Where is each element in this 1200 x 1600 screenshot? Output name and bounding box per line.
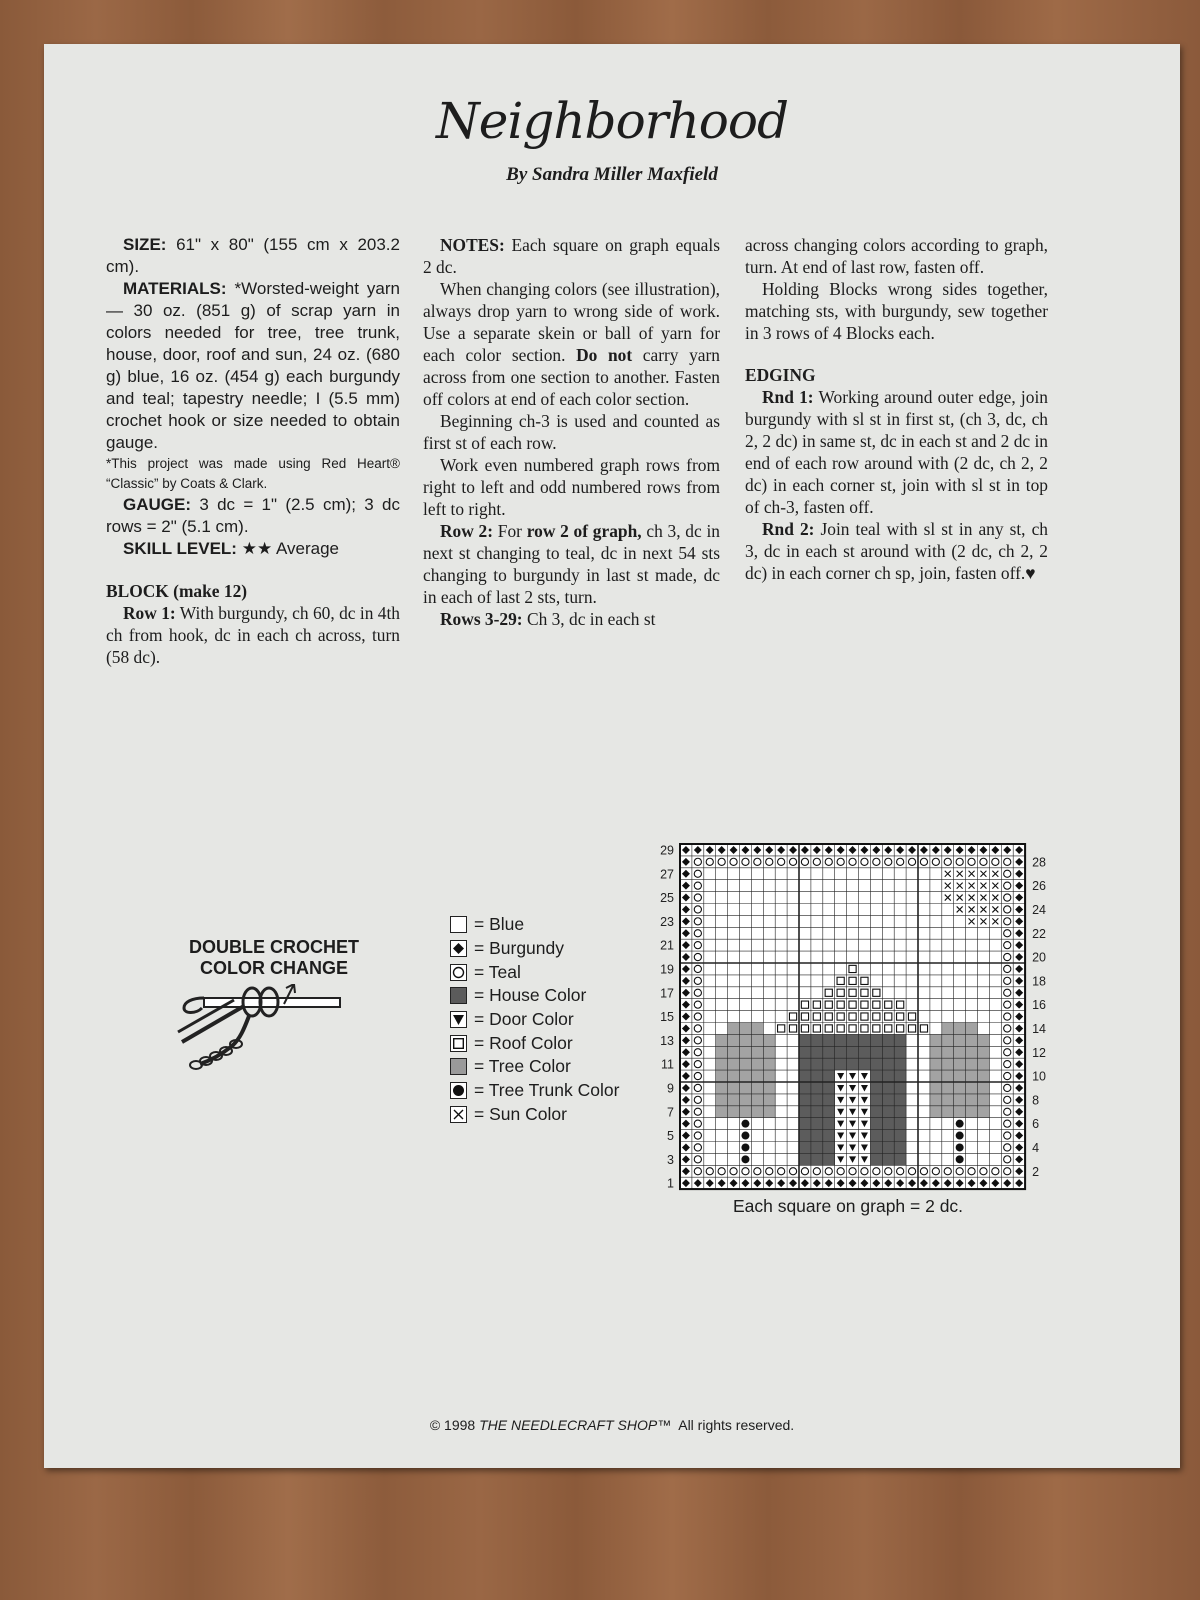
row-number-right: 4 [1032, 1140, 1040, 1155]
tree-cell [728, 1106, 740, 1118]
row-number-right: 2 [1032, 1164, 1040, 1179]
trunk-cell [956, 1120, 964, 1128]
row-number-right: 16 [1032, 998, 1047, 1013]
tree-cell [966, 1082, 978, 1094]
tree-cell [942, 1034, 954, 1046]
column-1 [106, 234, 400, 668]
row-number-left: 3 [667, 1152, 674, 1167]
tree-cell [716, 1094, 728, 1106]
house-cell [859, 1058, 871, 1070]
publisher-name: THE NEEDLECRAFT SHOP™ [479, 1417, 672, 1433]
legend-item [450, 960, 619, 984]
notes-p2-b: carry yarn across from one section to another. Fasten off colors at end of each color section. [423, 345, 720, 409]
house-cell [882, 1153, 894, 1165]
house-cell [870, 1082, 882, 1094]
row-number-right: 12 [1032, 1045, 1047, 1060]
tree-cell [751, 1034, 763, 1046]
diamond-icon [450, 940, 467, 957]
house-cell [811, 1153, 823, 1165]
row-number-right: 22 [1032, 926, 1047, 941]
tree-cell [954, 1070, 966, 1082]
row-number-right: 8 [1032, 1093, 1040, 1108]
house-cell [894, 1058, 906, 1070]
tree-cell [978, 1046, 990, 1058]
tree-cell [942, 1082, 954, 1094]
house-cell [799, 1070, 811, 1082]
tree-cell [966, 1046, 978, 1058]
down-triangle-icon [450, 1011, 467, 1028]
tree-cell [751, 1094, 763, 1106]
color-graph [634, 834, 1084, 1194]
row-number-left: 11 [661, 1057, 674, 1072]
house-cell [835, 1058, 847, 1070]
tree-cell [954, 1034, 966, 1046]
house-cell [823, 1094, 835, 1106]
tree-cell [942, 1023, 954, 1035]
dark-gray-fill-icon [450, 987, 467, 1004]
house-cell [799, 1106, 811, 1118]
trunk-cell [741, 1120, 749, 1128]
color-change-title: DOUBLE CROCHET COLOR CHANGE [189, 937, 359, 978]
notes-text: Each square on graph equals 2 dc. [423, 235, 720, 277]
row-number-right: 14 [1032, 1021, 1047, 1036]
row-number-left: 7 [667, 1105, 674, 1120]
house-cell [799, 1142, 811, 1154]
house-cell [811, 1130, 823, 1142]
house-cell [823, 1142, 835, 1154]
house-cell [882, 1094, 894, 1106]
tree-cell [751, 1046, 763, 1058]
color-legend [450, 913, 619, 1126]
row2-bold: row 2 of graph, [526, 521, 642, 541]
house-cell [894, 1153, 906, 1165]
house-cell [847, 1034, 859, 1046]
tree-cell [740, 1058, 752, 1070]
notes-label: NOTES: [440, 235, 505, 255]
row-number-left: 15 [660, 1010, 674, 1025]
tree-cell [763, 1034, 775, 1046]
rnd1-text: Working around outer edge, join burgundy with sl st in first st, (ch 3, dc, ch 2, 2 dc) in same st, dc in each st and 2 dc in end of each row around with (2 dc, ch 2, 2 dc) in each corner st, join with sl st in top of ch-3, fasten off. [745, 387, 1048, 517]
trunk-cell [956, 1143, 964, 1151]
house-cell [870, 1118, 882, 1130]
tree-cell [728, 1058, 740, 1070]
house-cell [811, 1070, 823, 1082]
house-cell [823, 1058, 835, 1070]
tree-cell [978, 1106, 990, 1118]
copyright-footer: © 1998 THE NEEDLECRAFT SHOP™ All rights reserved. [429, 1417, 795, 1433]
house-cell [799, 1034, 811, 1046]
legend-label: = Blue [474, 914, 525, 935]
house-cell [870, 1094, 882, 1106]
tree-cell [966, 1058, 978, 1070]
notes-p2-bold: Do not [576, 345, 633, 365]
house-cell [823, 1046, 835, 1058]
house-cell [870, 1070, 882, 1082]
house-cell [894, 1046, 906, 1058]
tree-cell [978, 1082, 990, 1094]
pattern-page [44, 44, 1180, 1468]
row-number-left: 27 [660, 867, 674, 882]
tree-cell [751, 1058, 763, 1070]
tree-cell [728, 1082, 740, 1094]
house-cell [882, 1118, 894, 1130]
rows329-label: Rows 3-29: [440, 609, 523, 629]
notes-p4: Work even numbered graph rows from right to left and odd numbered rows from left to right. [423, 455, 720, 519]
house-cell [870, 1142, 882, 1154]
house-cell [882, 1106, 894, 1118]
house-cell [882, 1070, 894, 1082]
tree-cell [763, 1106, 775, 1118]
house-cell [823, 1034, 835, 1046]
tree-cell [930, 1034, 942, 1046]
house-cell [823, 1118, 835, 1130]
tree-cell [728, 1094, 740, 1106]
skill-text: ★★ Average [241, 539, 339, 558]
tree-cell [930, 1094, 942, 1106]
gauge-label: GAUGE: [123, 495, 191, 514]
legend-item [450, 1079, 619, 1103]
row-number-left: 29 [660, 843, 674, 858]
house-cell [870, 1034, 882, 1046]
tree-cell [978, 1034, 990, 1046]
row-number-right: 26 [1032, 879, 1047, 894]
trunk-cell [956, 1155, 964, 1163]
tree-cell [716, 1082, 728, 1094]
row-number-left: 13 [660, 1033, 674, 1048]
house-cell [823, 1106, 835, 1118]
house-cell [835, 1046, 847, 1058]
rnd2-text: Join teal with sl st in any st, ch 3, dc in each st around with (2 dc, ch 2, 2 dc) in each corner ch sp, join, fasten off.♥ [745, 519, 1048, 583]
house-cell [799, 1118, 811, 1130]
pattern-title: Neighborhood [436, 92, 788, 150]
tree-cell [751, 1082, 763, 1094]
house-cell [823, 1153, 835, 1165]
tree-cell [942, 1094, 954, 1106]
tree-cell [966, 1106, 978, 1118]
tree-cell [728, 1046, 740, 1058]
house-cell [811, 1142, 823, 1154]
house-cell [870, 1153, 882, 1165]
house-cell [894, 1118, 906, 1130]
row-number-right: 24 [1032, 902, 1047, 917]
tree-cell [954, 1106, 966, 1118]
block-heading: BLOCK (make 12) [106, 581, 248, 601]
rnd2-label: Rnd 2: [762, 519, 815, 539]
tree-cell [954, 1023, 966, 1035]
row-number-right: 28 [1032, 855, 1047, 870]
tree-cell [942, 1058, 954, 1070]
house-cell [870, 1058, 882, 1070]
row2-a: For [497, 521, 522, 541]
house-cell [882, 1046, 894, 1058]
house-cell [811, 1106, 823, 1118]
house-cell [894, 1070, 906, 1082]
tree-cell [763, 1070, 775, 1082]
legend-item [450, 1008, 619, 1032]
tree-cell [716, 1058, 728, 1070]
house-cell [870, 1106, 882, 1118]
row-number-left: 9 [667, 1081, 674, 1096]
house-cell [811, 1082, 823, 1094]
house-cell [882, 1082, 894, 1094]
legend-item [450, 937, 619, 961]
tree-cell [942, 1046, 954, 1058]
trunk-cell [741, 1132, 749, 1140]
row-number-left: 23 [660, 914, 674, 929]
edging-heading: EDGING [745, 365, 816, 385]
house-cell [823, 1130, 835, 1142]
house-cell [847, 1046, 859, 1058]
house-cell [870, 1046, 882, 1058]
row-number-left: 25 [660, 891, 674, 906]
tree-cell [716, 1034, 728, 1046]
row-number-left: 17 [660, 986, 674, 1001]
empty-square-icon [450, 916, 467, 933]
size-label: SIZE: [123, 235, 167, 254]
row-number-left: 21 [660, 938, 674, 953]
house-cell [811, 1034, 823, 1046]
tree-cell [751, 1106, 763, 1118]
tree-cell [966, 1023, 978, 1035]
tree-cell [740, 1094, 752, 1106]
row-number-left: 1 [667, 1176, 674, 1191]
trunk-cell [741, 1143, 749, 1151]
row-number-right: 20 [1032, 950, 1047, 965]
tree-cell [716, 1106, 728, 1118]
house-cell [835, 1034, 847, 1046]
size-text: 61" x 80" (155 cm x 203.2 cm). [106, 235, 400, 276]
house-cell [894, 1034, 906, 1046]
tree-cell [978, 1094, 990, 1106]
yarn-footnote: *This project was made using Red Heart® “Classic” by Coats & Clark. [106, 456, 400, 491]
tree-cell [954, 1058, 966, 1070]
house-cell [859, 1034, 871, 1046]
tree-cell [978, 1058, 990, 1070]
legend-item [450, 1031, 619, 1055]
house-cell [823, 1070, 835, 1082]
tree-cell [930, 1046, 942, 1058]
house-cell [799, 1082, 811, 1094]
legend-item [450, 1103, 619, 1127]
row2-label: Row 2: [440, 521, 494, 541]
notes-p3: Beginning ch-3 is used and counted as first st of each row. [423, 411, 720, 453]
house-cell [799, 1130, 811, 1142]
tree-cell [978, 1070, 990, 1082]
legend-label: = Burgundy [474, 938, 564, 959]
trunk-cell [741, 1155, 749, 1163]
tree-cell [942, 1070, 954, 1082]
house-cell [811, 1058, 823, 1070]
tree-cell [740, 1034, 752, 1046]
tree-cell [954, 1094, 966, 1106]
rnd1-label: Rnd 1: [762, 387, 814, 407]
tree-cell [763, 1094, 775, 1106]
legend-label: = Tree Color [474, 1056, 571, 1077]
house-cell [894, 1106, 906, 1118]
tree-cell [966, 1070, 978, 1082]
legend-label: = Sun Color [474, 1103, 567, 1124]
house-cell [799, 1094, 811, 1106]
tree-cell [728, 1070, 740, 1082]
house-cell [847, 1058, 859, 1070]
crochet-hook-illustration [174, 984, 354, 1084]
house-cell [811, 1094, 823, 1106]
house-cell [894, 1082, 906, 1094]
col3-p2: Holding Blocks wrong sides together, matching sts, with burgundy, sew together in 3 rows of 4 Blocks each. [745, 279, 1048, 343]
materials-label: MATERIALS: [123, 279, 227, 298]
tree-cell [954, 1046, 966, 1058]
row1-text: With burgundy, ch 60, dc in 4th ch from hook, dc in each ch across, turn (58 dc). [106, 603, 400, 667]
house-cell [894, 1142, 906, 1154]
house-cell [894, 1094, 906, 1106]
legend-item [450, 1055, 619, 1079]
row1-label: Row 1: [123, 603, 176, 623]
house-cell [799, 1058, 811, 1070]
house-cell [882, 1130, 894, 1142]
gray-fill-icon [450, 1058, 467, 1075]
house-cell [859, 1046, 871, 1058]
house-cell [799, 1153, 811, 1165]
tree-cell [930, 1070, 942, 1082]
rows329-text: Ch 3, dc in each st [526, 609, 656, 629]
house-cell [894, 1130, 906, 1142]
filled-circle-icon [450, 1082, 467, 1099]
notes-p2-a: When changing colors (see illustration), always drop yarn to wrong side of work. Use a separate skein or ball of yarn for each color section. [423, 279, 720, 365]
trunk-cell [956, 1132, 964, 1140]
tree-cell [740, 1070, 752, 1082]
tree-cell [740, 1106, 752, 1118]
house-cell [882, 1034, 894, 1046]
tree-cell [930, 1082, 942, 1094]
legend-label: = Tree Trunk Color [474, 1080, 620, 1101]
legend-label: = House Color [474, 985, 587, 1006]
house-cell [811, 1046, 823, 1058]
skill-label: SKILL LEVEL: [123, 539, 237, 558]
column-2 [423, 234, 720, 630]
tree-cell [942, 1106, 954, 1118]
col3-p1: across changing colors according to graph, turn. At end of last row, fasten off. [745, 235, 1048, 277]
tree-cell [954, 1082, 966, 1094]
row-number-right: 18 [1032, 974, 1047, 989]
tree-cell [740, 1082, 752, 1094]
tree-cell [751, 1023, 763, 1035]
legend-label: = Roof Color [474, 1032, 573, 1053]
tree-cell [751, 1070, 763, 1082]
house-cell [799, 1046, 811, 1058]
tree-cell [930, 1106, 942, 1118]
house-cell [882, 1142, 894, 1154]
legend-item [450, 913, 619, 937]
tree-cell [716, 1070, 728, 1082]
x-mark-icon [450, 1106, 467, 1123]
gauge-text: 3 dc = 1" (2.5 cm); 3 dc rows = 2" (5.1 cm). [106, 495, 400, 536]
tree-cell [740, 1046, 752, 1058]
tree-cell [966, 1034, 978, 1046]
circle-outline-icon [450, 964, 467, 981]
row-number-left: 5 [667, 1129, 674, 1144]
house-cell [811, 1118, 823, 1130]
square-outline-icon [450, 1035, 467, 1052]
tree-cell [966, 1094, 978, 1106]
tree-cell [930, 1058, 942, 1070]
author-byline: By Sandra Miller Maxfield [506, 164, 718, 185]
house-cell [882, 1058, 894, 1070]
graph-caption: Each square on graph = 2 dc. [732, 1196, 964, 1216]
legend-label: = Teal [474, 961, 521, 982]
house-cell [823, 1082, 835, 1094]
tree-cell [763, 1058, 775, 1070]
tree-cell [763, 1082, 775, 1094]
column-3 [745, 234, 1048, 584]
tree-cell [728, 1034, 740, 1046]
row-number-left: 19 [660, 962, 674, 977]
house-cell [870, 1130, 882, 1142]
tree-cell [763, 1046, 775, 1058]
tree-cell [728, 1023, 740, 1035]
legend-label: = Door Color [474, 1009, 574, 1030]
tree-cell [740, 1023, 752, 1035]
tree-cell [716, 1046, 728, 1058]
row-number-right: 10 [1032, 1069, 1047, 1084]
materials-text: *Worsted-weight yarn — 30 oz. (851 g) of scrap yarn in colors needed for tree, tree trunk, house, door, roof and sun, 24 oz. (680 g) blue, 16 oz. (454 g) each burgundy and teal; tapestry needle; I (5.5 mm) crochet hook or size needed to obtain gauge. [106, 279, 400, 452]
row2-b: ch 3, dc in next st changing to teal, dc in next 54 sts changing to burgundy in last st made, dc in each of last 2 sts, turn. [423, 521, 720, 607]
legend-item [450, 984, 619, 1008]
row-number-right: 6 [1032, 1117, 1040, 1132]
